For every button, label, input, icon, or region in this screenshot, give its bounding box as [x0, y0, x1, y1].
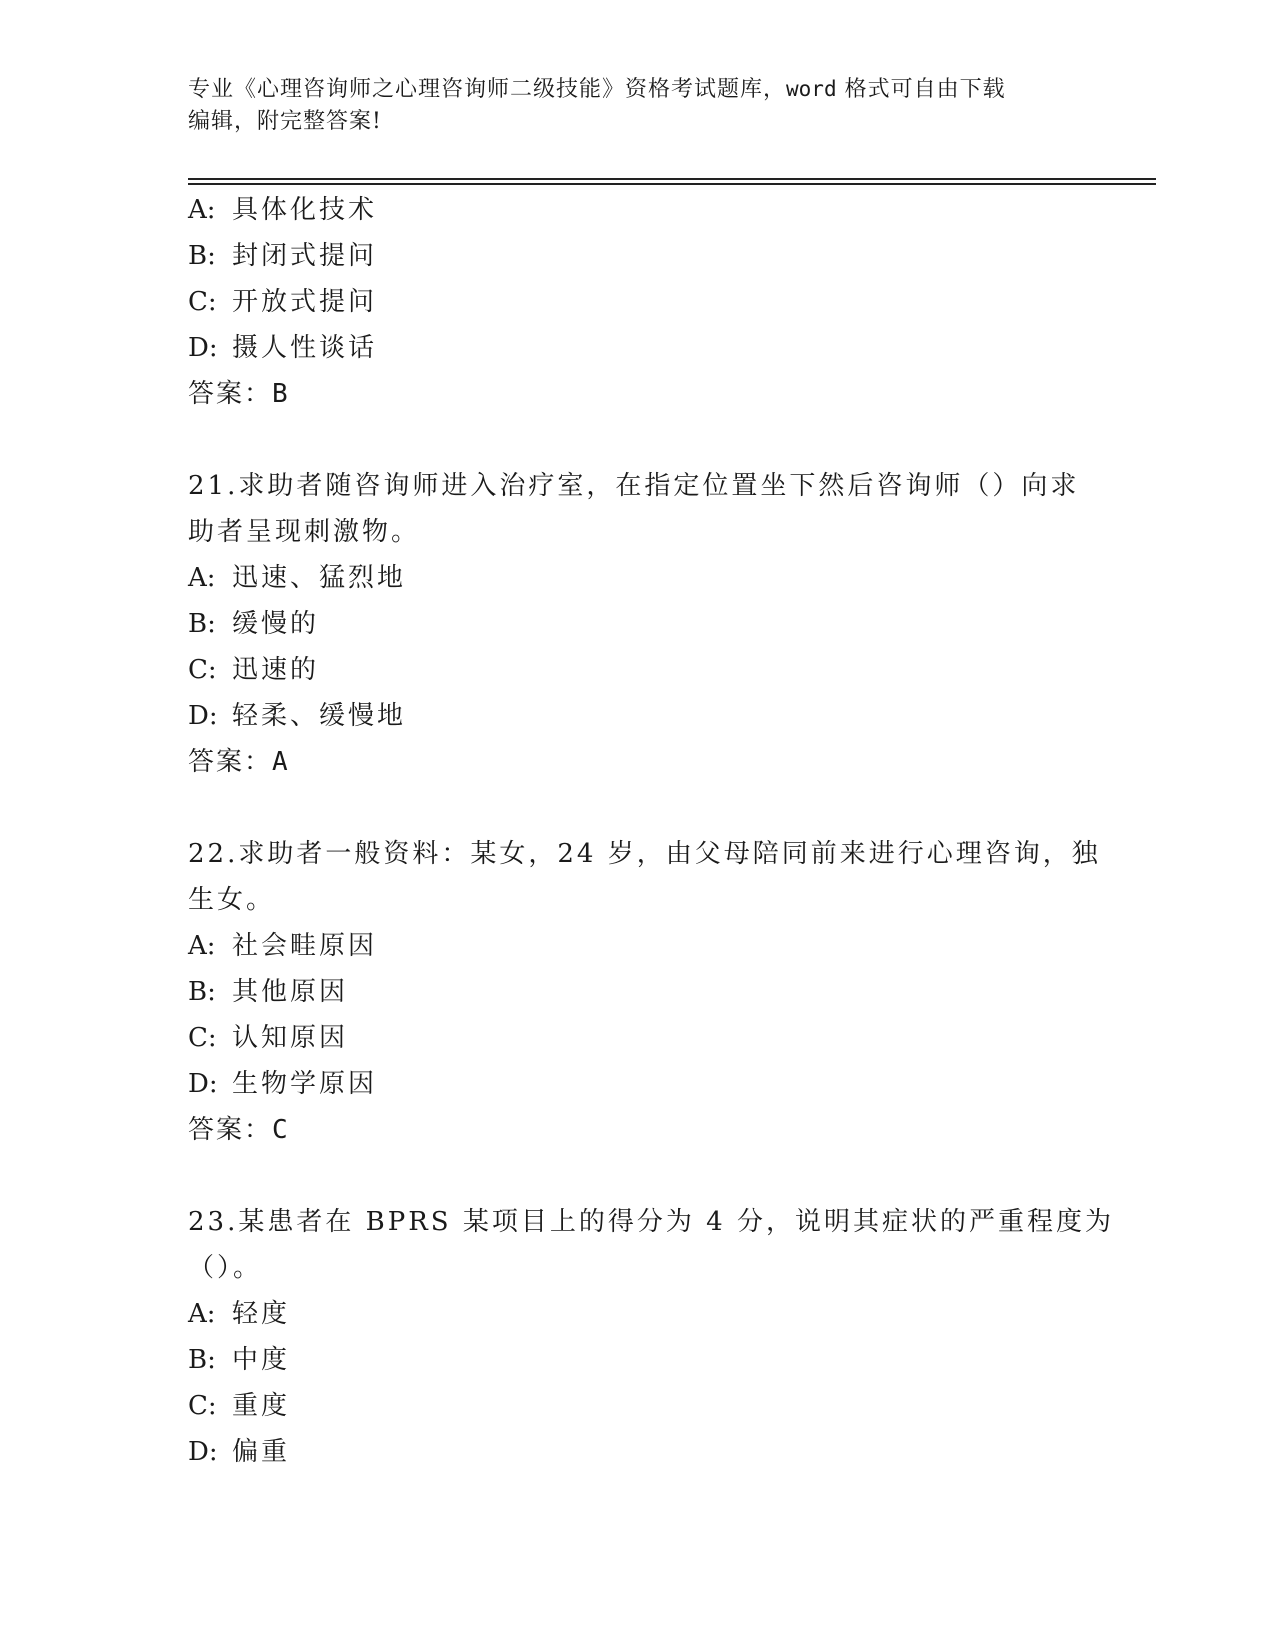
- option-text: 生物学原因: [232, 1069, 378, 1099]
- option-letter: C:: [188, 1023, 217, 1053]
- option-a: [188, 923, 1088, 969]
- option-c: [188, 1015, 1088, 1061]
- answer-value: B: [272, 379, 288, 409]
- header-divider-top: [188, 178, 1156, 180]
- answer-value: A: [272, 747, 288, 777]
- option-text: 迅速的: [232, 655, 320, 685]
- answer-label: 答案：: [188, 379, 273, 409]
- option-c: [188, 1383, 1088, 1429]
- option-text: 具体化技术: [232, 195, 378, 225]
- option-text: 重度: [232, 1391, 291, 1421]
- option-letter: B:: [188, 1345, 216, 1375]
- header-text-1a: 专业《心理咨询师之心理咨询师二级技能》资格考试题库，: [188, 77, 787, 102]
- question-block-prev: [188, 187, 1088, 417]
- option-text: 开放式提问: [232, 287, 378, 317]
- option-letter: A:: [188, 563, 216, 593]
- option-text: 其他原因: [232, 977, 349, 1007]
- spacer: [188, 417, 1088, 463]
- option-b: [188, 601, 1088, 647]
- option-a: [188, 555, 1088, 601]
- option-letter: A:: [188, 931, 216, 961]
- header-divider-bottom: [188, 183, 1156, 185]
- option-letter: A:: [188, 1299, 216, 1329]
- option-letter: A:: [188, 195, 216, 225]
- option-text: 中度: [232, 1345, 291, 1375]
- option-text: 缓慢的: [232, 609, 320, 639]
- spacer: [188, 785, 1088, 831]
- answer-line: [188, 371, 1088, 417]
- answer-line: [188, 1107, 1088, 1153]
- question-list: [188, 187, 1114, 1475]
- option-b: [188, 1337, 1088, 1383]
- document-header: [188, 73, 1068, 138]
- question-text-line-2: （）。: [188, 1253, 263, 1283]
- question-text-line-2: 助者呈现刺激物。: [188, 517, 421, 547]
- option-c: [188, 647, 1088, 693]
- option-letter: D:: [188, 701, 218, 731]
- option-text: 轻度: [232, 1299, 291, 1329]
- option-b: [188, 969, 1088, 1015]
- option-d: [188, 1429, 1088, 1475]
- spacer: [188, 1153, 1088, 1199]
- answer-label: 答案：: [188, 747, 273, 777]
- option-text: 认知原因: [232, 1023, 349, 1053]
- option-letter: D:: [188, 333, 218, 363]
- option-b: [188, 233, 1088, 279]
- header-line-1: [188, 73, 1068, 106]
- option-text: 摄人性谈话: [232, 333, 378, 363]
- question-block-21: [188, 463, 1088, 785]
- option-letter: D:: [188, 1069, 218, 1099]
- option-text: 轻柔、缓慢地: [232, 701, 407, 731]
- question-text-line-1: 21.求助者随咨询师进入治疗室，在指定位置坐下然后咨询师（）向求: [188, 471, 1080, 501]
- question-block-23: [188, 1199, 1114, 1475]
- option-letter: B:: [188, 241, 216, 271]
- question-text-line-1: 23.某患者在 BPRS 某项目上的得分为 4 分，说明其症状的严重程度为: [188, 1207, 1114, 1237]
- option-text: 偏重: [232, 1437, 291, 1467]
- option-letter: D:: [188, 1437, 218, 1467]
- question-block-22: [188, 831, 1101, 1153]
- answer-value: C: [272, 1115, 288, 1145]
- answer-label: 答案：: [188, 1115, 273, 1145]
- option-letter: C:: [188, 287, 217, 317]
- option-letter: C:: [188, 1391, 217, 1421]
- header-text-1b: word: [786, 77, 837, 101]
- option-letter: C:: [188, 655, 217, 685]
- option-letter: B:: [188, 609, 216, 639]
- option-c: [188, 279, 1088, 325]
- option-a: [188, 187, 1088, 233]
- option-d: [188, 1061, 1088, 1107]
- option-text: 社会畦原因: [232, 931, 378, 961]
- question-text-line-1: 22.求助者一般资料：某女，24 岁，由父母陪同前来进行心理咨询，独: [188, 839, 1101, 869]
- option-text: 封闭式提问: [232, 241, 378, 271]
- option-d: [188, 693, 1088, 739]
- option-text: 迅速、猛烈地: [232, 563, 407, 593]
- option-a: [188, 1291, 1088, 1337]
- option-d: [188, 325, 1088, 371]
- option-letter: B:: [188, 977, 216, 1007]
- question-text-line-2: 生女。: [188, 885, 276, 915]
- header-line-2: 编辑，附完整答案!: [188, 109, 382, 134]
- header-text-1c: 格式可自由下载: [836, 77, 1006, 102]
- answer-line: [188, 739, 1088, 785]
